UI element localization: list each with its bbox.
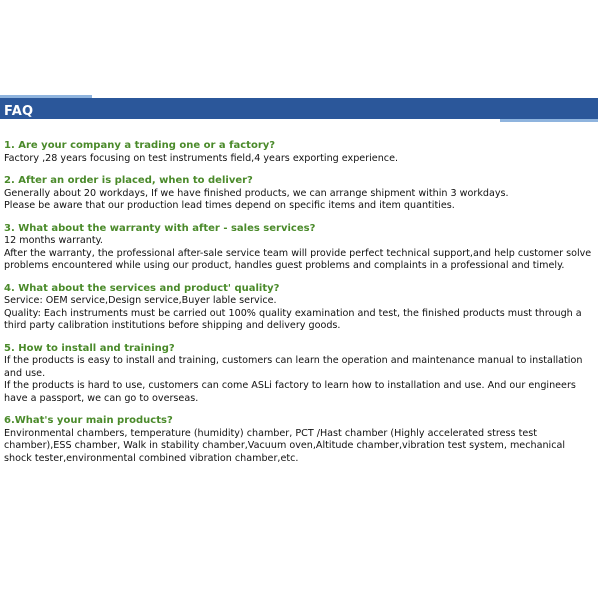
faq-answer: Environmental chambers, temperature (humidity) chamber, PCT /Hast chamber (Highly accelerated stress test chamber),ESS chamber, Walk in stability chamber,Vacuum oven,Altitude chamber,vibration test system, mechanical shock tester,environmental combined vibration chamber,etc. — [4, 427, 566, 464]
faq-question: 2. After an order is placed, when to deliver? — [4, 175, 253, 186]
faq-answer: Please be aware that our production lead times depend on specific items and item quantities. — [4, 200, 455, 211]
faq-answer: If the products is easy to install and training, customers can learn the operation and maintenance manual to installation and use. — [4, 355, 583, 379]
faq-item — [4, 343, 592, 406]
faq-question: 5. How to install and training? — [4, 342, 175, 354]
faq-answer: Quality: Each instruments must be carried out 100% quality examination and test, the finished products must through a third party calibration institutions before shipping and delivery goods. — [4, 307, 582, 331]
faq-item — [4, 283, 592, 333]
header-bottom-accent-bar — [500, 119, 598, 122]
faq-header — [0, 95, 600, 127]
faq-item — [4, 140, 592, 165]
page-title: FAQ — [4, 104, 34, 119]
faq-item — [4, 415, 592, 465]
header-bar — [0, 98, 598, 119]
faq-question: 4. What about the services and product' quality? — [4, 282, 280, 294]
faq-question: 1. Are your company a trading one or a factory? — [4, 140, 276, 151]
faq-answer: Service: OEM service,Design service,Buyer lable service. — [4, 295, 277, 306]
faq-list — [4, 140, 592, 475]
faq-answer: Generally about 20 workdays, If we have finished products, we can arrange shipment within 3 workdays. — [4, 187, 509, 199]
faq-answer: Factory ,28 years focusing on test instruments field,4 years exporting experience. — [4, 152, 399, 164]
faq-answer: 12 months warranty. — [4, 235, 103, 246]
faq-item — [4, 223, 592, 273]
faq-answer: If the products is hard to use, customers can come ASLi factory to learn how to installation and use. And our engineers have a passport, we can go to overseas. — [4, 380, 576, 404]
faq-question: 3. What about the warranty with after - sales services? — [4, 222, 316, 234]
faq-answer: After the warranty, the professional after-sale service team will provide perfect technical support,and help customer solve problems encountered while using our product, handles guest problems and complaints in a professional and timely. — [4, 247, 592, 271]
faq-question: 6.What's your main products? — [4, 415, 173, 426]
faq-item — [4, 175, 592, 213]
